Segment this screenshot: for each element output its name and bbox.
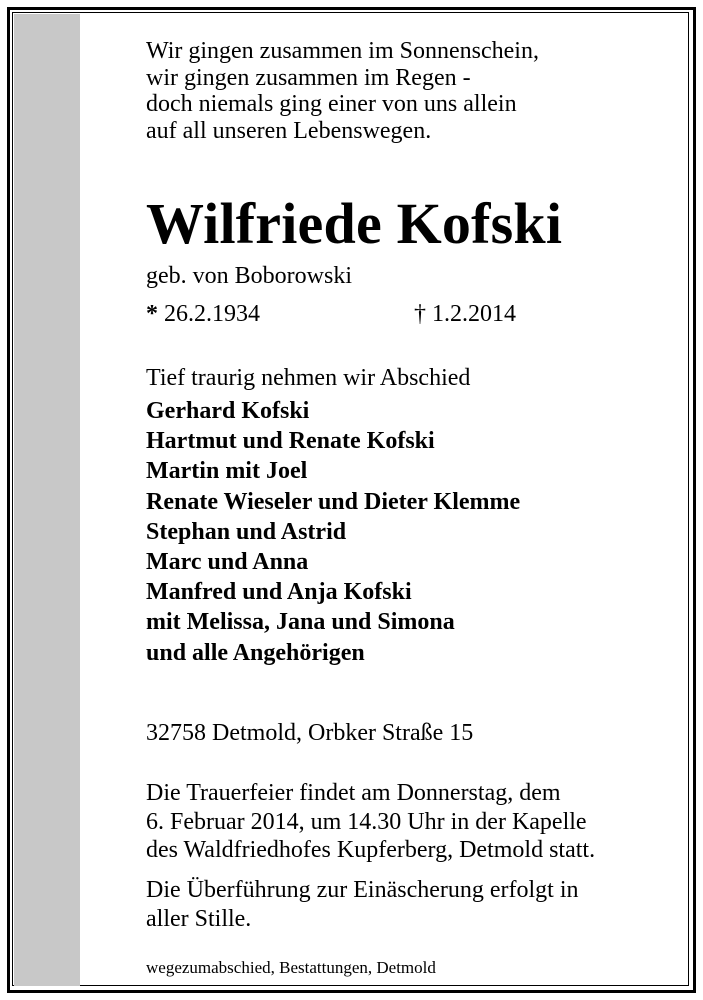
funeral-notice — [146, 779, 595, 865]
mourners-list — [146, 396, 520, 668]
obituary-content — [146, 38, 676, 977]
mourning-text: Tief traurig nehmen wir Abschied — [146, 365, 471, 391]
birth-date: 26.2.1934 — [164, 301, 260, 327]
cremation-line: Die Überführung zur Einäscherung erfolgt in — [146, 877, 579, 903]
poem-line: doch niemals ging einer von uns allein — [146, 91, 517, 117]
mourner-item: Gerhard Kofski — [146, 398, 310, 424]
funeral-line: Die Trauerfeier findet am Donnerstag, dem — [146, 780, 561, 806]
mourner-item: und alle Angehörigen — [146, 639, 365, 666]
deceased-name: Wilfriede Kofski — [146, 191, 563, 256]
mourner-item: Stephan und Astrid — [146, 518, 347, 545]
funeral-line: des Waldfriedhofes Kupferberg, Detmold statt. — [146, 837, 596, 863]
gray-side-bar — [14, 14, 80, 986]
birth-star-icon: * — [146, 301, 158, 327]
cross-icon: † — [414, 301, 426, 327]
poem-line: Wir gingen zusammen im Sonnenschein, — [146, 38, 539, 64]
birth-date-group — [146, 301, 260, 328]
mourner-item: Hartmut und Renate Kofski — [146, 428, 435, 455]
undertaker: wegezumabschied, Bestattungen, Detmold — [146, 958, 436, 977]
poem-line: auf all unseren Lebenswegen. — [146, 117, 432, 144]
birth-name: geb. von Boborowski — [146, 263, 352, 289]
death-date-group — [414, 301, 516, 328]
cremation-notice — [146, 876, 579, 933]
poem — [146, 38, 676, 144]
mourner-item: Manfred und Anja Kofski — [146, 579, 412, 606]
mourner-item: Martin mit Joel — [146, 458, 308, 485]
mourner-item: mit Melissa, Jana und Simona — [146, 609, 455, 636]
mourner-item: Marc und Anna — [146, 549, 309, 576]
mourner-item: Renate Wieseler und Dieter Klemme — [146, 488, 521, 515]
cremation-line: aller Stille. — [146, 905, 252, 932]
address: 32758 Detmold, Orbker Straße 15 — [146, 720, 474, 746]
poem-line: wir gingen zusammen im Regen - — [146, 64, 471, 91]
death-date: 1.2.2014 — [432, 301, 516, 327]
funeral-line: 6. Februar 2014, um 14.30 Uhr in der Kapelle — [146, 808, 587, 835]
